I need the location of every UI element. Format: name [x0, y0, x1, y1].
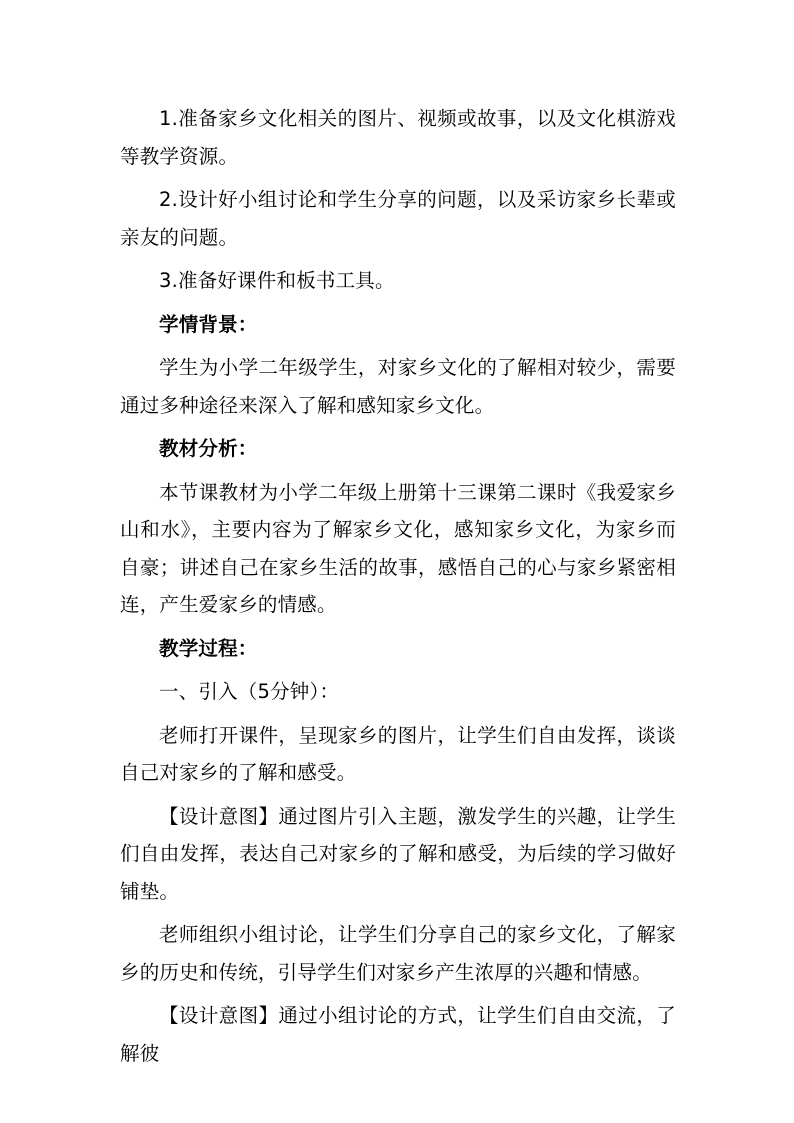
paragraph-prep-3: 3.准备好课件和板书工具。: [159, 269, 395, 292]
paragraph-group-discussion: 老师组织小组讨论，让学生们分享自己的家乡文化，了解家乡的历史和传统，引导学生们对家乡产生浓厚的兴趣和情感。: [120, 923, 676, 984]
paragraph-student-background: 学生为小学二年级学生，对家乡文化的了解相对较少，需要通过多种途径来深入了解和感知家乡文化。: [120, 356, 676, 417]
paragraph-design-intent-1: 【设计意图】通过图片引入主题，激发学生的兴趣，让学生们自由发挥，表达自己对家乡的了解和感受，为后续的学习做好铺垫。: [120, 804, 676, 903]
paragraph-intro-title: 一、引入（5分钟）：: [159, 680, 340, 703]
paragraph-textbook-analysis: 本节课教材为小学二年级上册第十三课第二课时《我爱家乡山和水》，主要内容为了解家乡文化，感知家乡文化，为家乡而自豪；讲述自己在家乡生活的故事，感悟自己的心与家乡紧密相连，产生爱家乡的情感。: [120, 480, 676, 616]
document-body: [120, 100, 676, 1072]
heading-textbook-analysis: 教材分析：: [159, 437, 258, 460]
heading-student-background: 学情背景：: [159, 312, 258, 336]
heading-teaching-process: 教学过程：: [159, 636, 258, 660]
paragraph-intro-activity: 老师打开课件，呈现家乡的图片，让学生们自由发挥，谈谈自己对家乡的了解和感受。: [120, 723, 676, 784]
paragraph-design-intent-2: 【设计意图】通过小组讨论的方式，让学生们自由交流，了解彼: [120, 1004, 676, 1065]
paragraph-prep-2: 2.设计好小组讨论和学生分享的问题，以及采访家乡长辈或亲友的问题。: [120, 188, 676, 249]
paragraph-prep-1: 1.准备家乡文化相关的图片、视频或故事，以及文化棋游戏等教学资源。: [120, 107, 676, 168]
